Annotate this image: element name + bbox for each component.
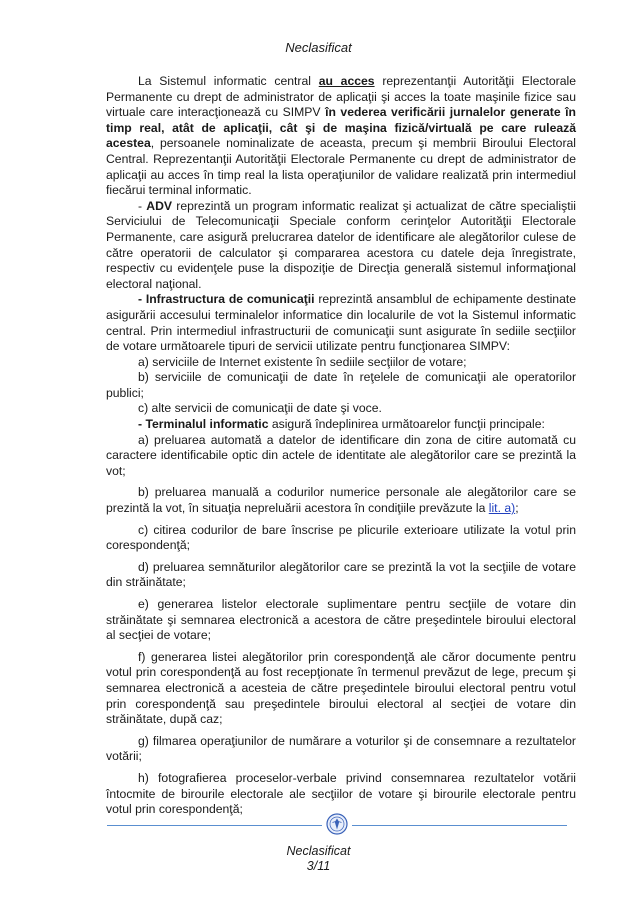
paragraph-terminal [106, 417, 576, 433]
term-adv: ADV [146, 198, 173, 213]
text: , persoanele nominalizate de aceasta, precum şi membrii Biroului Electoral Central. Reprezentanţii Autorităţii Electorale Permanente cu drept de administrator de aplicaţii au acces în timp real la lista operaţiunilor de validare realizată prin intermediul fiecărui terminal informatic. [106, 136, 576, 198]
emphasis-au-acces: au acces [318, 74, 375, 88]
paragraph-central-system-access [106, 74, 576, 199]
list-item-function-c: c) citirea codurilor de bare înscrise pe plicurile exterioare utilizate la votul prin corespondenţă; [106, 522, 576, 553]
list-item-service-b: b) serviciile de comunicaţii de date în reţelele de comunicaţii ale operatorilor publici; [106, 370, 576, 400]
footer-divider-right [352, 825, 567, 826]
list-item-service-a: a) serviciile de Internet existente în sediile secţiilor de votare; [138, 354, 467, 369]
list-item-service-c: c) alte servicii de comunicaţii de date şi voce. [138, 401, 382, 416]
list-item-function-f: f) generarea listei alegătorilor prin corespondenţă ale căror documente pentru votul prin corespondenţă au fost recepţionate în termenul prevăzut de lege, precum şi semnarea electronică a acesteia de către preşedintele biroului electoral pentru votul prin corespondenţă sau preşedintele biroului electoral al secţiei de votare din străinătate, după caz; [106, 649, 576, 727]
text: reprezentanţii Autorităţii Electorale Permanente cu drept de administrator de aplicaţii şi acces la toate maşinile fizice sau virtuale care interacţionează cu SIMPV [106, 74, 576, 120]
list-item-function-a: a) preluarea automată a datelor de identificare din zona de citire automată cu caractere identificabile optic din actele de identitate ale alegătorilor care se prezintă la vot; [106, 432, 576, 478]
term-terminal: - Terminalul informatic [138, 417, 269, 432]
link-lit-a[interactable]: lit. a) [488, 501, 516, 516]
list-item-function-e: e) generarea listelor electorale suplimentare pentru secţiile de votare din străinătate şi semnarea electronică a acestora de către preşedintele biroului electoral al secţiei de votare; [106, 597, 576, 643]
list-item-function-d: d) preluarea semnăturilor alegătorilor care se prezintă la vot la secţiile de votare din străinătate; [106, 559, 576, 590]
list-item-function-g: g) filmarea operaţiunilor de numărare a voturilor şi de consemnare a rezultatelor votării; [106, 733, 576, 764]
paragraph-infrastructure [106, 292, 576, 354]
document-body [106, 74, 576, 818]
footer-divider-left [107, 825, 322, 826]
list-item-function-b [106, 485, 576, 516]
list-item-function-h: h) fotografierea proceselor-verbale privind consemnarea rezultatelor votării întocmite de birourile electorale ale secţiilor de votare şi birourile electorale pentru votul prin corespondenţă; [106, 770, 576, 817]
term-infrastructure: - Infrastructura de comunicaţii [138, 292, 315, 307]
dash: - [138, 198, 147, 213]
footer [0, 844, 637, 874]
text: reprezintă ansamblul de echipamente destinate asigurării accesului terminalelor informatice din localurile de vot la Sistemul informatic central. Prin intermediul infrastructurii de comunicaţii sunt asigurate în sediile secţiilor de votare următoarele tipuri de servicii utilizate pentru funcţionarea SIMPV: [106, 292, 577, 354]
text: ; [515, 501, 519, 516]
page-number: 3/11 [306, 859, 331, 873]
text: La Sistemul informatic central [138, 74, 319, 88]
header-classification: Neclasificat [285, 40, 352, 55]
emphasis-verification: în vederea verificării jurnalelor generate în timp real, atât de aplicaţii, cât şi de maşina fizică/virtuală pe care rulează acestea [106, 105, 576, 151]
romania-coat-of-arms-emblem-icon [326, 813, 348, 835]
text: b) preluarea manuală a codurilor numerice personale ale alegătorilor care se prezintă la vot, în situaţia nepreluării acestora în condiţiile prevăzute la [106, 485, 576, 516]
footer-classification: Neclasificat [286, 844, 351, 858]
paragraph-adv [106, 199, 576, 293]
text: reprezintă un program informatic realizat şi actualizat de către specialiştii Serviciului de Telecomunicaţii Speciale conform cerinţelor Autorităţii Electorale Permanente, care asigură prelucrarea datelor de identificare ale alegătorilor culese de către operatorii de calculator şi compararea acestora cu datele deja înregistrate, respectiv cu evidenţele puse la dispoziţie de Direcţia generală sistemul informaţional electoral naţional. [106, 198, 576, 291]
text: asigură îndeplinirea următoarelor funcţii principale: [268, 417, 545, 432]
